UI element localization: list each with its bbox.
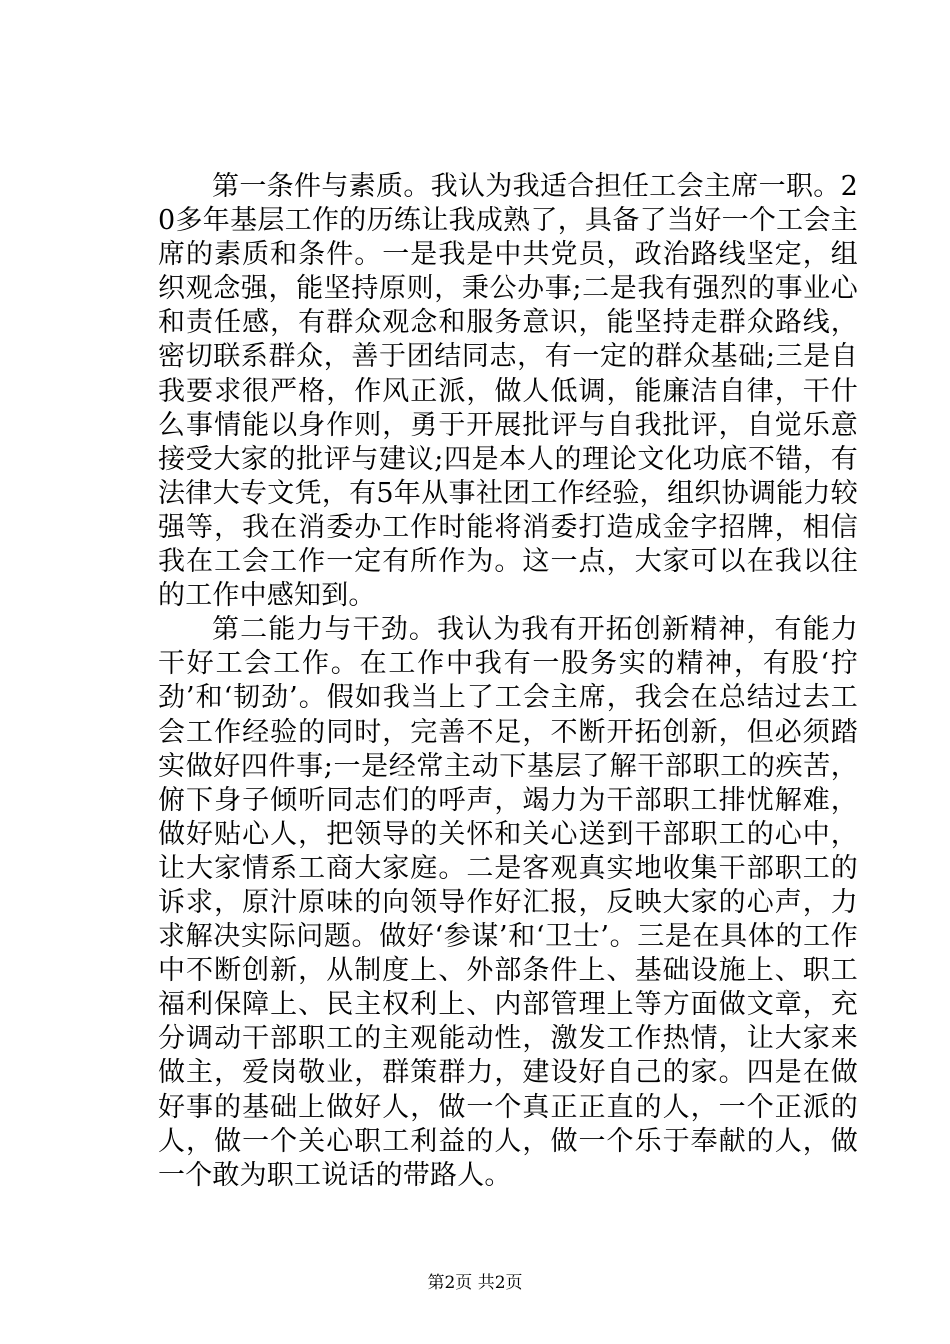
document-body — [158, 170, 858, 1193]
page-footer: 第2页 共2页 — [427, 1273, 523, 1293]
paragraph-qualifications: 第一条件与素质。我认为我适合担任工会主席一职。20多年基层工作的历练让我成熟了，具备了当好一个工会主席的素质和条件。一是我是中共党员，政治路线坚定，组织观念强，能坚持原则，秉公办事;二是我有强烈的事业心和责任感，有群众观念和服务意识，能坚持走群众路线，密切联系群众，善于团结同志，有一定的群众基础;三是自我要求很严格，作风正派，做人低调，能廉洁自律，干什么事情能以身作则，勇于开展批评与自我批评，自觉乐意接受大家的批评与建议;四是本人的理论文化功底不错，有法律大专文凭，有5年从事社团工作经验，组织协调能力较强等，我在消委办工作时能将消委打造成金字招牌，相信我在工会工作一定有所作为。这一点，大家可以在我以往的工作中感知到。 — [158, 171, 858, 612]
paragraph-ability: 第二能力与干劲。我认为我有开拓创新精神，有能力干好工会工作。在工作中我有一股务实的精神，有股‘拧劲’和‘韧劲’。假如我当上了工会主席，我会在总结过去工会工作经验的同时，完善不足，不断开拓创新，但必须踏实做好四件事;一是经常主动下基层了解干部职工的疾苦，俯下身子倾听同志们的呼声，竭力为干部职工排忧解难，做好贴心人，把领导的关怀和关心送到干部职工的心中，让大家情系工商大家庭。二是客观真实地收集干部职工的诉求，原汁原味的向领导作好汇报，反映大家的心声，力求解决实际问题。做好‘参谋’和‘卫士’。三是在具体的工作中不断创新，从制度上、外部条件上、基础设施上、职工福利保障上、民主权利上、内部管理上等方面做文章，充分调动干部职工的主观能动性，激发工作热情，让大家来做主，爱岗敬业，群策群力，建设好自己的家。四是在做好事的基础上做好人，做一个真正正直的人，一个正派的人，做一个关心职工利益的人，做一个乐于奉献的人，做一个敢为职工说话的带路人。 — [158, 614, 858, 1191]
